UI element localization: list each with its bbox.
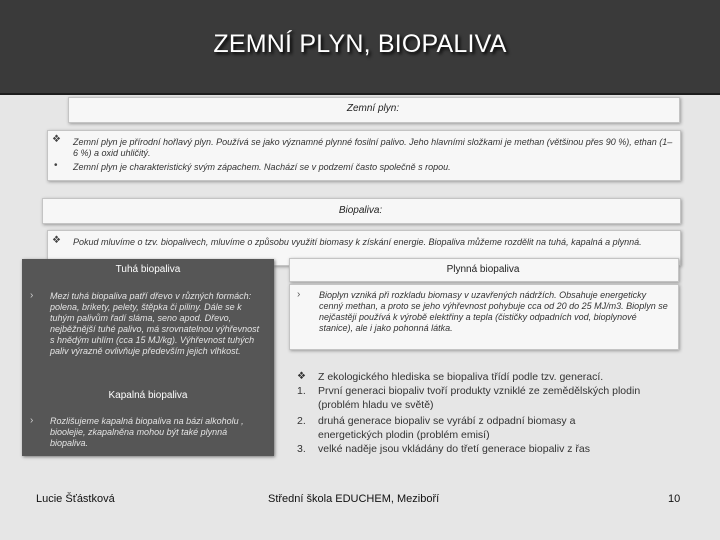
- kapalna-biopaliva-text: Rozlišujeme kapalná biopaliva na bázi alkoholu , bioolejie, zkapalněna mohou být také plynná biopaliva.: [50, 416, 244, 448]
- plynna-biopaliva-heading: Plynná biopaliva: [446, 264, 520, 275]
- generace-num-3: 3.: [297, 443, 306, 455]
- generace-num-1: 1.: [297, 385, 306, 397]
- arrow-bullet-icon: ›: [297, 289, 301, 300]
- biopaliva-bullet-1: Pokud mluvíme o tzv. biopalivech, mluvíme o způsobu využití biomasy k získání energie. Biopaliva můžeme rozdělit na tuhá, kapalná a plynná.: [73, 237, 642, 247]
- plynna-biopaliva-text: Bioplyn vzniká při rozkladu biomasy v uzavřených nádržích. Obsahuje energeticky cenný methan, a proto se jeho výhřevnost pohybuje cca od 20 do 25 MJ/m3. Bioplyn se nejčastěji používá k výrobě elektřiny a tepla (čističky odpadních vod, bioplynové stanice), ale i jako pohonná látka.: [319, 290, 668, 333]
- title-bar: [0, 0, 720, 95]
- tuha-biopaliva-heading: Tuhá biopaliva: [115, 264, 181, 275]
- footer-author: Lucie Šťástková: [36, 493, 115, 505]
- generace-intro: Z ekologického hlediska se biopaliva třídí podle tzv. generací.: [318, 371, 604, 383]
- zemni-plyn-bullet-2: Zemní plyn je charakteristický svým zápachem. Nachází se v podzemí často společně s ropou.: [73, 162, 451, 172]
- slide-title: ZEMNÍ PLYN, BIOPALIVA: [213, 30, 507, 58]
- footer-school: Střední škola EDUCHEM, Meziboří: [268, 493, 440, 505]
- diamond-bullet-icon: ❖: [297, 371, 306, 382]
- tuha-biopaliva-text: Mezi tuhá biopaliva patří dřevo v různých formách: polena, brikety, pelety, štěpka či piliny. Dále se k tuhým palivům řadí sláma, seno apod. Dřevo, nejběžnější tuhé palivo, má srovnatelnou výhřevnost s hnědým uhlím (cca 15 MJ/kg). Výhřevnost tuhých paliv výrazně ovlivňuje především jejich vlhkost.: [50, 291, 260, 356]
- generace-num-2: 2.: [297, 415, 306, 427]
- arrow-bullet-icon: ›: [30, 415, 34, 426]
- generace-item-1: První generaci biopaliv tvoří produkty vzniklé ze zemědělských plodin (problém hladu ve světě): [318, 385, 641, 411]
- generace-item-2: druhá generace biopaliv se vyrábí z odpadní biomasy a energetických plodin (problém emisí): [318, 415, 576, 441]
- generace-item-3: velké naděje jsou vkládány do třetí generace biopaliv z řas: [318, 443, 590, 455]
- page-number: 10: [668, 493, 681, 505]
- kapalna-biopaliva-heading: Kapalná biopaliva: [108, 390, 188, 401]
- arrow-bullet-icon: ›: [30, 290, 34, 301]
- diamond-bullet-icon: ❖: [52, 235, 61, 246]
- zemni-plyn-heading: Zemní plyn:: [346, 103, 400, 114]
- biopaliva-heading: Biopaliva:: [338, 205, 383, 216]
- dot-bullet-icon: •: [54, 160, 58, 171]
- zemni-plyn-bullet-1: Zemní plyn je přírodní hořlavý plyn. Používá se jako významné plynné fosilní palivo. Jeho hlavními složkami je methan (většinou přes 90 %), ethan (1–6 %) a oxid uhličitý.: [73, 137, 673, 158]
- diamond-bullet-icon: ❖: [52, 134, 61, 145]
